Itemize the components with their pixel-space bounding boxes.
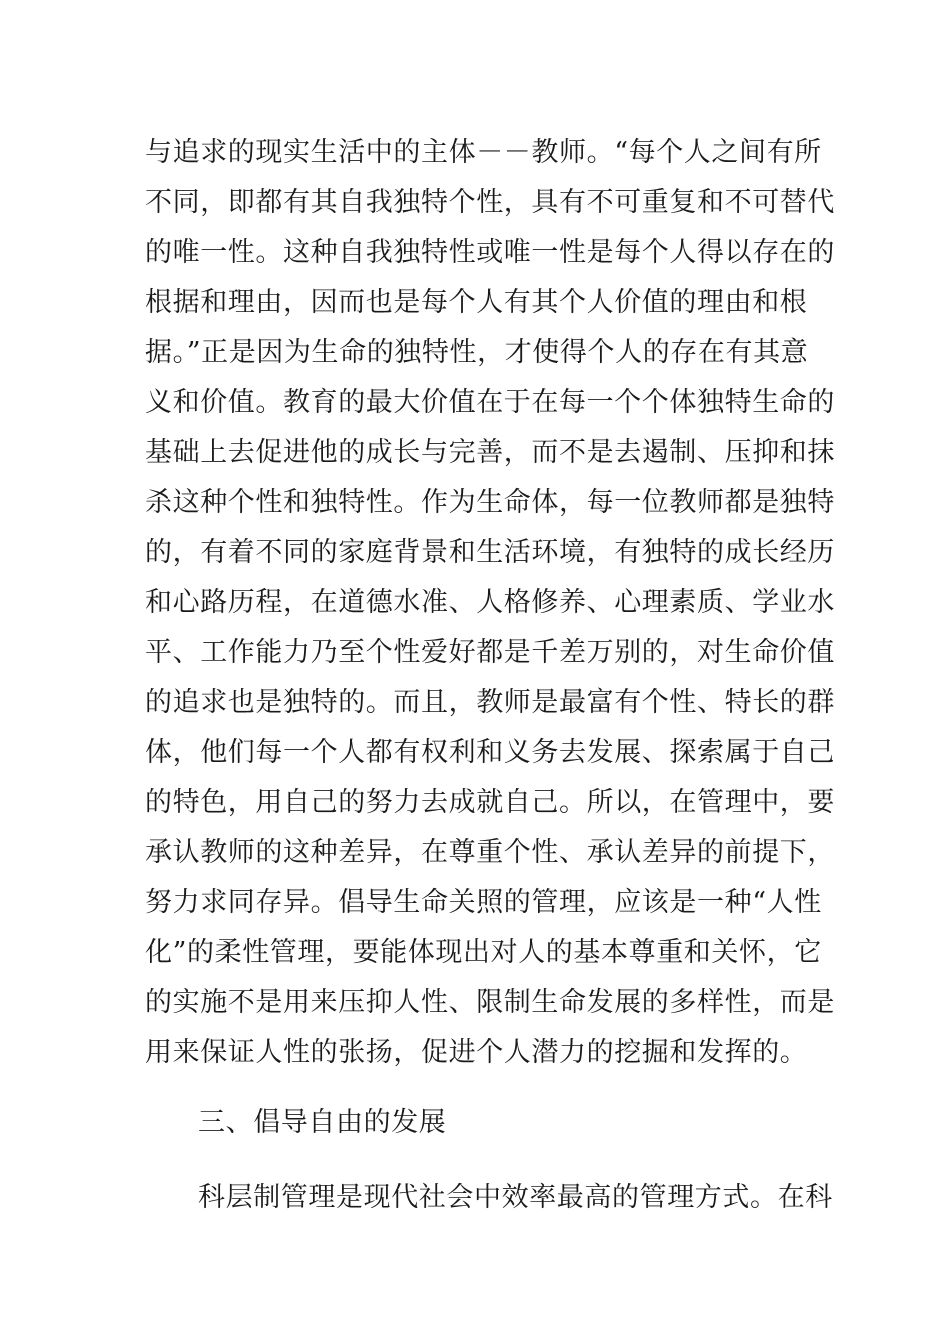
paragraph-line: 的，有着不同的家庭背景和生活环境，有独特的成长经历 [145,537,835,568]
paragraph-line: 承认教师的这种差异，在尊重个性、承认差异的前提下， [145,837,835,868]
paragraph-line: 科层制管理是现代社会中效率最高的管理方式。在科 [198,1182,833,1213]
paragraph-line: 化”的柔性管理，要能体现出对人的基本尊重和关怀，它 [145,937,822,968]
paragraph-line: 体，他们每一个人都有权利和义务去发展、探索属于自己 [145,737,835,768]
paragraph-line: 的追求也是独特的。而且，教师是最富有个性、特长的群 [145,687,835,718]
paragraph-line: 用来保证人性的张扬，促进个人潜力的挖掘和发挥的。 [145,1037,808,1068]
paragraph-line: 的实施不是用来压抑人性、限制生命发展的多样性，而是 [145,987,835,1018]
paragraph-line: 与追求的现实生活中的主体－－教师。“每个人之间有所 [145,137,822,168]
paragraph-line: 和心路历程，在道德水准、人格修养、心理素质、学业水 [145,587,835,618]
paragraph-line: 杀这种个性和独特性。作为生命体，每一位教师都是独特 [145,487,835,518]
paragraph-line: 的特色，用自己的努力去成就自己。所以，在管理中，要 [145,787,835,818]
paragraph-line: 据。”正是因为生命的独特性，才使得个人的存在有其意 [145,337,809,368]
paragraph-line: 根据和理由，因而也是每个人有其个人价值的理由和根 [145,287,808,318]
section-heading: 三、倡导自由的发展 [198,1107,447,1138]
paragraph-line: 基础上去促进他的成长与完善，而不是去遏制、压抑和抹 [145,437,835,468]
paragraph-line: 努力求同存异。倡导生命关照的管理，应该是一种“人性 [145,887,822,918]
paragraph-line: 平、工作能力乃至个性爱好都是千差万别的，对生命价值 [145,637,835,668]
paragraph-line: 不同，即都有其自我独特个性，具有不可重复和不可替代 [145,187,835,218]
paragraph-line: 义和价值。教育的最大价值在于在每一个个体独特生命的 [145,387,835,418]
paragraph-line: 的唯一性。这种自我独特性或唯一性是每个人得以存在的 [145,237,835,268]
